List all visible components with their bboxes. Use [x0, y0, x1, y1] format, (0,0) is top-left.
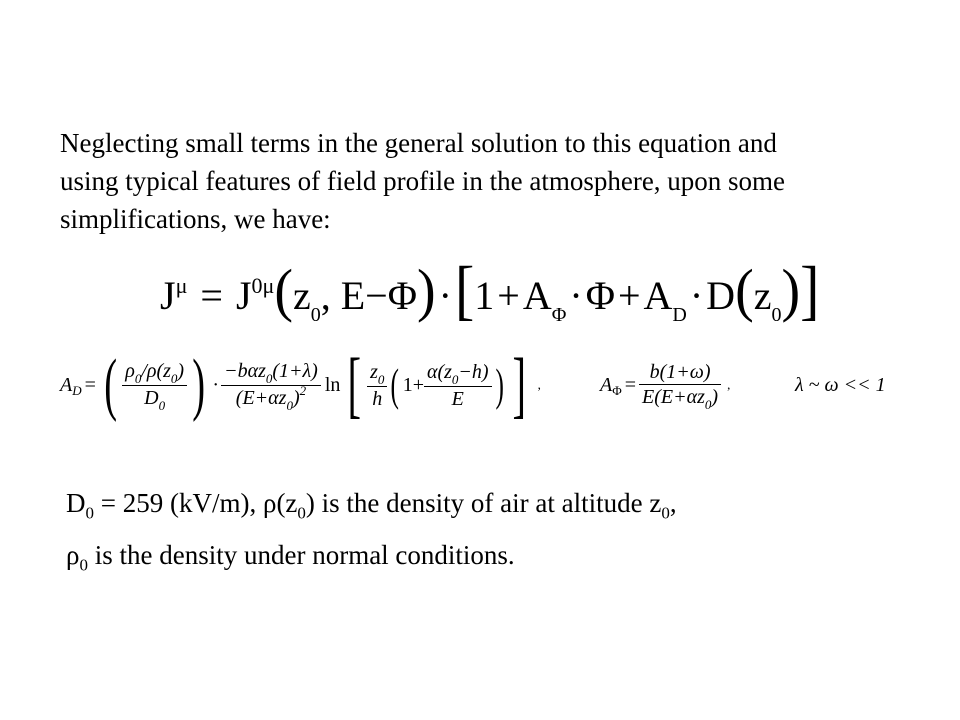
ad-num2-sub: 0	[265, 370, 273, 386]
eq-A-D-sub: D	[672, 304, 687, 326]
ad-z0-sub: 0	[377, 371, 385, 387]
def-alt-rest: ,	[669, 488, 677, 518]
aphi-equals: =	[624, 373, 637, 396]
ad-comma: ,	[537, 377, 541, 392]
eq-bracket-open: [	[454, 252, 475, 327]
ad-frac4	[424, 360, 492, 411]
aphi-lhs-sub: Φ	[612, 383, 622, 398]
eq-A-phi: A	[522, 273, 552, 318]
eq-A-D: A	[643, 273, 673, 318]
eq-z2: z	[753, 273, 772, 318]
aphi-num: b(1+ω)	[649, 360, 711, 383]
ad-z0: z	[370, 360, 378, 383]
ad-frac1-den	[141, 386, 168, 412]
ad-inner-paren-open: (	[390, 359, 400, 410]
eq-equals: =	[200, 273, 223, 318]
intro-line-1: Neglecting small terms in the general solution to this equation and	[60, 128, 777, 158]
ad-frac1-num	[122, 359, 187, 385]
def-rho-sub: 0	[297, 503, 306, 523]
equation-AD	[60, 340, 541, 430]
definition-line-1	[66, 482, 946, 534]
ad-alpha-num-tail: −h)	[458, 360, 489, 383]
ad-frac3-den: h	[372, 387, 383, 410]
aphi-den	[639, 385, 721, 411]
eq-phi: Φ	[585, 273, 615, 318]
eq-paren-open: (	[274, 258, 293, 324]
eq-J0: J	[235, 273, 252, 318]
aphi-den-close: )	[711, 385, 719, 408]
aphi-den-sub: 0	[704, 396, 712, 412]
ad-rho0-sub: 0	[134, 370, 142, 386]
ad-frac3	[367, 360, 387, 411]
ad-rho0: ρ	[125, 359, 135, 382]
ad-frac2-num	[221, 359, 321, 385]
ad-frac4-den: E	[451, 387, 464, 410]
ad-bracket-close: ]	[512, 344, 527, 426]
intro-line-3: simplifications, we have:	[60, 204, 331, 234]
eq-A-phi-sub: Φ	[551, 304, 567, 326]
eq-D: D	[706, 273, 736, 318]
ad-equals: =	[84, 373, 96, 396]
ad-rho-close: )	[177, 359, 185, 382]
def-D: D	[66, 488, 86, 518]
def-rho0-rest: is the density under normal conditions.	[87, 540, 515, 571]
eq-paren2-open: (	[735, 258, 754, 324]
eq-minus-phi: −Φ	[365, 273, 417, 318]
intro-paragraph	[60, 124, 940, 238]
ad-den2-close: )	[292, 386, 300, 409]
equation-lambda	[795, 340, 886, 430]
ad-rho-z0: ρ(z	[146, 359, 171, 382]
ad-alpha-num: α(z	[426, 360, 452, 383]
ad-frac1	[122, 359, 187, 412]
eq-bracket-close: ]	[800, 252, 820, 327]
def-D-rest: = 259 (kV/m),	[94, 488, 263, 518]
ad-slash: /	[141, 359, 147, 382]
ad-dot: ·	[212, 373, 220, 396]
def-rho0: ρ	[66, 540, 80, 571]
eq-dot3: ·	[689, 273, 704, 318]
coefficient-equations	[60, 340, 940, 430]
ad-paren-close: )	[192, 346, 206, 423]
eq-paren-close: )	[416, 258, 436, 324]
ad-frac2	[221, 359, 321, 412]
ad-den2-sub: 0	[286, 397, 293, 413]
aphi-frac	[639, 360, 721, 411]
eq-one: 1	[474, 273, 495, 318]
ad-num2-tail: (1+λ)	[272, 359, 318, 382]
aphi-den-main: E(E+αz	[642, 385, 705, 408]
eq-dot2: ·	[569, 273, 583, 318]
eq-paren2-close: )	[781, 258, 801, 324]
main-equation	[160, 252, 820, 333]
ad-inner-paren-close: )	[495, 359, 504, 410]
ad-den2-sup: 2	[299, 382, 307, 398]
eq-z-sub: 0	[310, 304, 321, 326]
aphi-lhs: A	[600, 373, 613, 396]
ad-bracket-open: [	[347, 344, 362, 426]
eq-z: z	[292, 273, 311, 318]
definitions	[66, 482, 946, 587]
eq-mu: μ	[175, 273, 188, 298]
ad-paren-open: (	[104, 346, 117, 423]
ad-lhs-sub: D	[72, 383, 82, 398]
equation-Aphi	[600, 340, 730, 430]
definition-line-2	[66, 534, 946, 586]
ad-ln: ln	[324, 373, 341, 396]
ad-lhs: A	[60, 373, 73, 396]
eq-z2-sub: 0	[771, 304, 782, 326]
ad-one-plus: 1+	[402, 373, 424, 396]
def-alt-sub: 0	[661, 503, 670, 523]
def-D-sub: 0	[85, 503, 94, 523]
ad-alpha-num-sub: 0	[451, 371, 459, 387]
ad-D0: D	[144, 386, 159, 409]
ad-num2: −bαz	[224, 359, 266, 382]
ad-frac2-den	[233, 382, 309, 413]
eq-dot1: ·	[438, 273, 452, 318]
def-rho-rest: ) is the density of air at altitude z	[305, 488, 662, 518]
def-rho0-sub: 0	[79, 555, 88, 575]
intro-line-2: using typical features of field profile in the atmosphere, upon some	[60, 166, 786, 196]
ad-D0-sub: 0	[158, 397, 166, 413]
lambda-relation: λ ~ ω << 1	[795, 373, 886, 396]
ad-frac4-num	[424, 360, 492, 386]
aphi-comma: ,	[727, 377, 731, 392]
eq-plus1: +	[497, 273, 520, 318]
eq-comma-E: , E	[320, 273, 366, 318]
def-rho: ρ(z	[262, 488, 298, 518]
ad-den2: (E+αz	[235, 386, 287, 409]
eq-zero-mu: 0μ	[251, 273, 275, 298]
ad-frac3-num	[367, 360, 387, 386]
eq-plus2: +	[617, 273, 641, 318]
ad-rho-z0-sub: 0	[170, 370, 178, 386]
eq-J: J	[160, 273, 176, 318]
